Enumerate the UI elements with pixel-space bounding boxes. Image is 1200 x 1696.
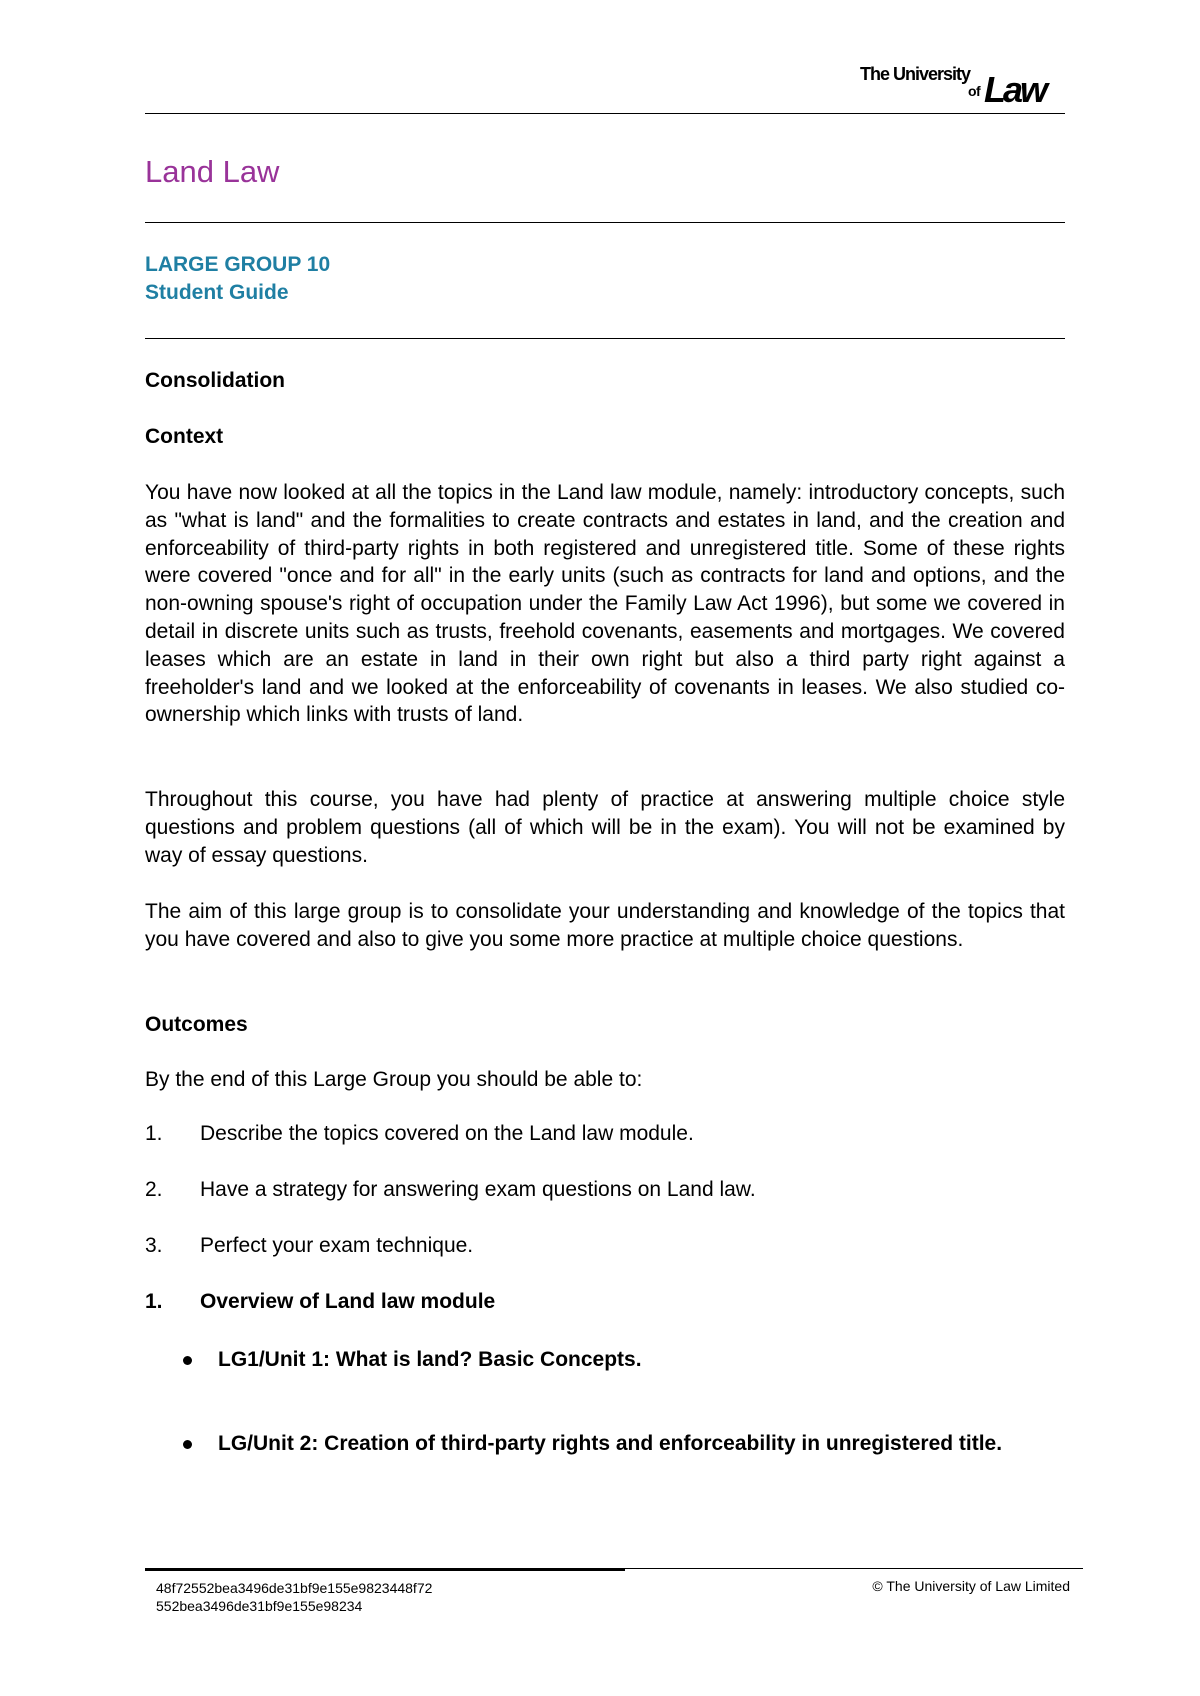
- context-paragraph-2: Throughout this course, you have had plenty of practice at answering multiple choice style questions and problem questions (all of which will be in the exam). You will not be examined by way of essay questions.: [145, 788, 1065, 867]
- logo-of: of: [968, 83, 981, 99]
- heading-context: Context: [145, 425, 224, 448]
- logo-law: Law: [984, 69, 1046, 110]
- subtitle-line2: Student Guide: [145, 281, 289, 304]
- title-rule: [145, 222, 1065, 223]
- overview-heading: Overview of Land law module: [200, 1290, 496, 1313]
- outcome-number-3: 3.: [145, 1234, 163, 1257]
- footer-copyright: © The University of Law Limited: [872, 1578, 1070, 1594]
- bullet-item-2: LG/Unit 2: Creation of third-party rights and enforceability in unregistered title.: [218, 1432, 1003, 1455]
- footer-rule-thick: [145, 1568, 625, 1571]
- outcome-text-2: Have a strategy for answering exam questions on Land law.: [200, 1178, 756, 1201]
- subtitle-rule: [145, 338, 1065, 339]
- context-paragraph-3: The aim of this large group is to consolidate your understanding and knowledge of the topics that you have covered and also to give you some more practice at multiple choice questions.: [145, 900, 1065, 951]
- heading-consolidation: Consolidation: [145, 369, 285, 392]
- page-title: Land Law: [145, 154, 280, 189]
- bullet-dot-1: [183, 1356, 192, 1365]
- outcome-number-2: 2.: [145, 1178, 163, 1201]
- overview-number: 1.: [145, 1290, 163, 1313]
- context-paragraph-1: You have now looked at all the topics in the Land law module, namely: introductory concepts, such as "what is land" and the formalities to create contracts and estates in land, and the creation and enforceability of third-party rights in both registered and unregistered title. Some of these rights were covered "once and for all" in the early units (such as contracts for land and options, and the non-owning spouse's right of occupation under the Family Law Act 1996), but some we covered in detail in discrete units such as trusts, freehold covenants, easements and mortgages. We covered leases which are an estate in land in their own right but also a third party right against a freeholder's land and we looked at the enforceability of covenants in leases. We also studied co-ownership which links with trusts of land.: [145, 481, 1065, 727]
- outcome-text-1: Describe the topics covered on the Land law module.: [200, 1122, 694, 1145]
- header-rule: [145, 113, 1065, 114]
- outcomes-intro: By the end of this Large Group you should be able to:: [145, 1068, 643, 1091]
- university-logo: [858, 64, 1066, 108]
- footer-code-2: 552bea3496de31bf9e155e98234: [156, 1598, 363, 1614]
- bullet-dot-2: [183, 1440, 192, 1449]
- bullet-item-1: LG1/Unit 1: What is land? Basic Concepts.: [218, 1348, 642, 1371]
- subtitle-line1: LARGE GROUP 10: [145, 253, 331, 276]
- outcome-text-3: Perfect your exam technique.: [200, 1234, 474, 1257]
- footer-code-1: 48f72552bea3496de31bf9e155e9823448f72: [156, 1580, 433, 1596]
- heading-outcomes: Outcomes: [145, 1013, 248, 1036]
- outcome-number-1: 1.: [145, 1122, 163, 1145]
- logo-line1: The University: [860, 64, 971, 84]
